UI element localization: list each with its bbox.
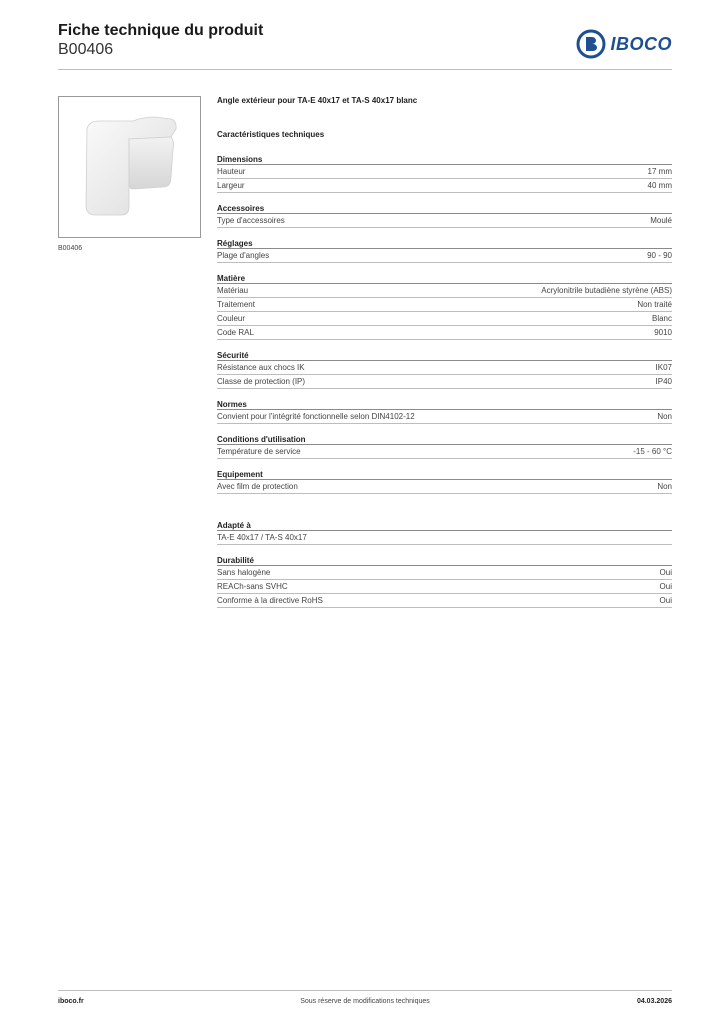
characteristics-title: Caractéristiques techniques [217,130,325,139]
section-title: Dimensions [217,154,672,165]
spec-label: Résistance aux chocs IK [217,363,305,372]
section-reglages [217,238,672,263]
spec-label: Hauteur [217,167,246,176]
section-accessoires [217,203,672,228]
product-name: Angle extérieur pour TA-E 40x17 et TA-S 40x17 blanc [217,96,418,105]
spec-value: Oui [659,582,672,591]
spec-value: 9010 [654,328,672,337]
header-divider [58,69,672,70]
footer-divider [58,990,672,991]
spec-value: Oui [659,568,672,577]
spec-value: 17 mm [647,167,672,176]
product-code: B00406 [58,41,114,58]
product-photo-angle-icon [59,97,200,237]
spec-row [217,165,672,179]
spec-label: Plage d'angles [217,251,270,260]
spec-label: Traitement [217,300,255,309]
footer-date: 04.03.2026 [636,998,672,1005]
spec-label: Sans halogène [217,568,271,577]
spec-value: Oui [659,596,672,605]
section-equipement [217,469,672,494]
image-caption: B00406 [58,245,83,252]
spec-row [217,480,672,494]
spec-label: Conforme à la directive RoHS [217,596,323,605]
spec-row [217,284,672,298]
spec-row [217,580,672,594]
section-dimensions [217,154,672,193]
spec-row [217,249,672,263]
spec-value: Non [657,412,672,421]
page-footer [58,998,672,1010]
section-title: Adapté à [217,520,672,531]
section-title: Réglages [217,238,672,249]
spec-row [217,594,672,608]
spec-label: Code RAL [217,328,254,337]
footer-website-link[interactable]: iboco.fr [58,998,84,1005]
spec-row [217,298,672,312]
spec-row [217,214,672,228]
section-durabilite [217,555,672,608]
section-normes [217,399,672,424]
spec-label: Matériau [217,286,249,295]
page-header [58,22,672,70]
spec-row [217,566,672,580]
spec-label: Couleur [217,314,246,323]
spec-value: 90 - 90 [647,251,672,260]
spec-row [217,531,672,545]
section-title: Matière [217,273,672,284]
section-title: Conditions d'utilisation [217,434,672,445]
spec-label: REACh-sans SVHC [217,582,288,591]
spec-value: IP40 [655,377,672,386]
spec-label: Température de service [217,447,301,456]
spec-label: Avec film de protection [217,482,298,491]
section-conditions [217,434,672,459]
section-title: Normes [217,399,672,410]
spec-row [217,361,672,375]
brand-logo [576,29,672,59]
spec-value: Non [657,482,672,491]
spec-label: TA-E 40x17 / TA-S 40x17 [217,533,307,542]
spec-content [217,96,672,608]
spec-value: IK07 [655,363,672,372]
section-title: Durabilité [217,555,672,566]
iboco-logo-icon [576,29,606,59]
product-image [58,96,201,238]
section-matiere [217,273,672,340]
section-title: Accessoires [217,203,672,214]
footer-disclaimer: Sous réserve de modifications techniques [300,998,430,1005]
spec-row [217,410,672,424]
page-title: Fiche technique du produit [58,22,264,39]
spec-label: Convient pour l'intégrité fonctionnelle selon DIN4102-12 [217,412,415,421]
section-title: Equipement [217,469,672,480]
section-title: Sécurité [217,350,672,361]
spec-label: Type d'accessoires [217,216,285,225]
spec-row [217,326,672,340]
spec-row [217,375,672,389]
spec-value: Acrylonitrile butadiène styrène (ABS) [541,286,672,295]
spec-value: Blanc [651,314,672,323]
spec-value: Non traité [637,300,672,309]
spec-row [217,312,672,326]
spec-row [217,179,672,193]
spec-value: -15 - 60 °C [633,447,672,456]
spec-row [217,445,672,459]
section-adapte [217,520,672,545]
spec-value: 40 mm [647,181,672,190]
spec-label: Classe de protection (IP) [217,377,306,386]
logo-text: IBOCO [610,33,672,54]
spec-label: Largeur [217,181,245,190]
spec-value: Moulé [650,216,672,225]
section-securite [217,350,672,389]
